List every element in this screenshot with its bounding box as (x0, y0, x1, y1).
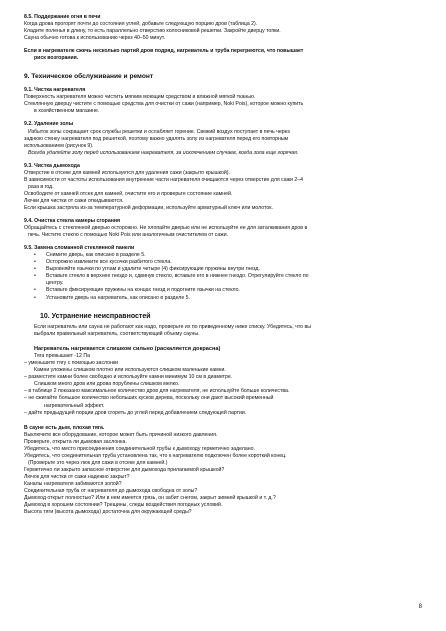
section-9-3-heading: 9.3. Чистка дымохода (24, 162, 80, 169)
text-line: Сауна обычно готова к использованию через 40–50 минут. (24, 35, 166, 42)
text-line: – не сжигайте большое количество небольших кусков дерева, поскольку они дают высокий временный (24, 395, 274, 402)
italic-note: Всегда удаляйте золу перед использованием нагревателя, за исключением случаев, когда зола еще горячая. (28, 149, 299, 156)
text-line: Каналы нагревателя забиваются золой? (24, 480, 122, 487)
text-line: Камни уложены слишком плотно или используются слишком маленькие камни. (34, 367, 226, 374)
text-line: Проверьте, открыта ли дымовая заслонка. (24, 438, 127, 445)
text-line: центру. (46, 280, 64, 287)
text-line: Стеклянную дверцу чистите с помощью средства для очистки от сажи (например, Noki Pois), которое можно купить (24, 101, 304, 108)
text-line: Если крышка застряла из-за температурной деформации, используйте арматурный ключ или молоток. (24, 204, 273, 211)
page-number: 8 (418, 604, 422, 610)
text-line: печь. Чистите стекло с помощью Noki Pois или аналогичным очистителем от сажи. (28, 232, 229, 239)
text-line: Освободите от камней отсек для камней, очистите его и проверьте состояние камней. (24, 190, 233, 197)
section-9-5-heading: 9.5. Замена сломанной стеклянной панели (24, 245, 135, 252)
list-item: • Вставьте фиксирующие пружины на концах гнезд и подогните язычки на стекло. (46, 287, 422, 294)
bullet-list (24, 287, 422, 301)
text-line: Лючки для чистки от сажи откидываются. (24, 197, 124, 204)
text-line: Высота тяги (высота дымохода) достаточна для окружающей среды? (24, 509, 192, 516)
text-line: Дымоход открыт полностью? Или в нем имеется грязь, он забит снегом, закрыт зимней крышкой и т. д.? (24, 495, 276, 502)
text-line: Если нагреватель или сауна не работают как надо, проверьте их по приведенному ниже списку. Убедитесь, что вы (34, 324, 311, 331)
text-line: Слишком много дров или дрова порублены слишком мелко. (34, 381, 180, 388)
text-line: Дымоход в хорошем состоянии? Трещины, следы воздействия погодных условий. (24, 502, 223, 509)
text-line: в хозяйственном магазине. (34, 108, 100, 115)
section-9-1-heading: 9.1. Чистка нагревателя (24, 87, 86, 94)
text-line: – в таблице 2 показано максимальное количество дров для нагревателя, не используйте больше количества. (24, 388, 290, 395)
list-item: • Установите дверь на нагреватель, как описано в разделе 5. (46, 295, 422, 302)
text-line: – дайте предыдущей порции дров сгореть до углей перед добавлением следующей партии. (24, 409, 247, 416)
text-line: Поверхность нагревателя можно чистить мягким моющим средством и влажной мягкой тканью. (24, 94, 256, 101)
text-line: Тяга превышает -12 Па (34, 353, 90, 360)
text-line: Кладите поленья в длину, то есть параллельно отверстию колосниковой решетки. Закройте дверцу топки. (24, 28, 281, 35)
text-line: использованием (рисунок 9). (24, 142, 94, 149)
text-line: Убедитесь, что место присоединения соединительной трубы к дымоходу герметично заделано. (24, 445, 255, 452)
text-line: Соединительная труба от нагревателя до дымохода свободна от золы? (24, 488, 198, 495)
text-line: Герметично ли закрыто запасное отверстие для дымохода прилагаемой крышкой? (24, 466, 225, 473)
list-item: • Снимите дверь, как описано в разделе 5. (46, 252, 422, 259)
warning-text: Если в нагревателе сжечь несколько партий дров подряд, нагреватель и труба перегреются, что повышает (24, 48, 304, 55)
text-line: Отверстие в отсеке для камней используется для удаления сажи (закрыто крышкой). (24, 169, 230, 176)
text-line: Выключите все оборудование, которое может быть причиной низкого давления. (24, 431, 218, 438)
warning-text: риск возгорания. (34, 55, 79, 62)
text-line: Когда дрова прогорят почти до состояния углей, добавьте следующую порцию дров (таблица 2). (24, 21, 258, 28)
text-line: заднюю стенку нагревателя под решеткой, поэтому важно удалять золу из нагревателя перед его повторным (24, 135, 289, 142)
text-line: – разместите камни более свободно и используйте камни минимум 10 см в диаметре. (24, 374, 233, 381)
text-line: В зависимости от частоты использования внутренние части нагревателя очищаются через отверстие для сажи 2–4 (24, 176, 304, 183)
section-9-4-heading: 9.4. Очистка стекла камеры сгорания (24, 218, 121, 225)
text-line: Лючок для чистки от сажи надежно закрыт? (24, 473, 130, 480)
text-line: выбрали правильный нагреватель, соответствующий объему сауны. (34, 331, 200, 338)
text-line: Убедитесь, что соединительная труба установлена так, что к нагревателю подключен более короткий конец. (24, 452, 287, 459)
document-page (24, 14, 422, 516)
text-line: раза в год. (28, 183, 54, 190)
text-line: нагревательный эффект. (44, 402, 105, 409)
list-item: • Выровняйте язычки по углам и удалите четыре (4) фиксирующие пружины внутри гнезд. (46, 266, 422, 273)
section-9-2-heading: 9.2. Удаление золы (24, 121, 74, 128)
section-9-heading: 9. Техническое обслуживание и ремонт (24, 73, 154, 81)
text-line: Обращайтесь с стеклянной дверью осторожно. Не хлопайте дверью или не используйте ее для заталкивания дров в (24, 225, 308, 232)
section-8-5-heading: 8.5. Поддержание огня в печи (24, 14, 101, 20)
section-10-heading: 10. Устранение неисправностей (40, 312, 151, 320)
text-line: (Проверьте это через люк для сажи в отсеке для камней.) (28, 459, 168, 466)
text-line: Избыток золы сокращает срок службы решетки и ослабляет горение. Свежий воздух поступает в печь через (28, 128, 290, 135)
list-item: • Вставьте стекло в верхнее гнездо и, сдвинув стекло, вставьте его в нижнее гнездо. Отрегулируйте стекло по (46, 273, 422, 280)
smoke-heading: В сауне есть дым, плохая тяга. (24, 424, 105, 431)
list-item: • Осторожно извлеките все кусочки разбитого стекла. (46, 259, 422, 266)
bullet-list (24, 252, 422, 280)
overheating-heading: Нагреватель нагревается слишком сильно (раскаляется докрасна) (34, 346, 221, 353)
text-line: – уменьшите тягу с помощью заслонки (24, 360, 119, 367)
